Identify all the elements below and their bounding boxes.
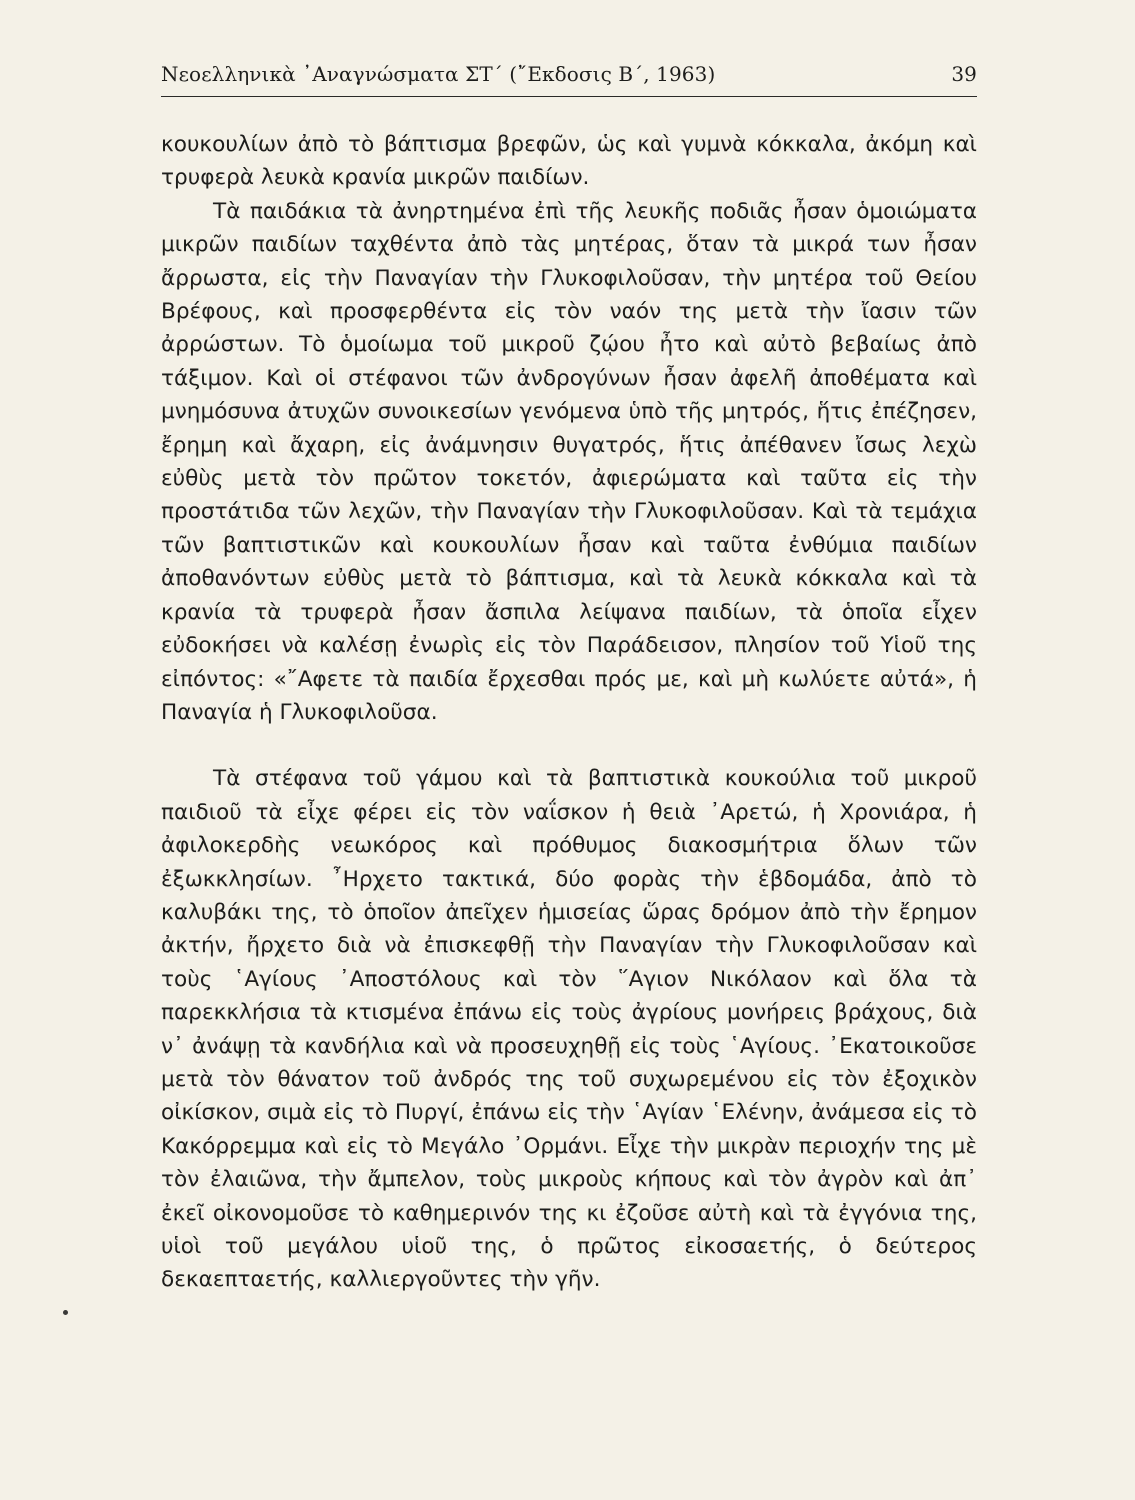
paragraph-continuation: κουκουλίων ἀπὸ τὸ βάπτισμα βρεφῶν, ὡς καὶ γυμνὰ κόκκαλα, ἀκόμη καὶ τρυφερὰ λευκὰ κρανία μικρῶν παιδίων. bbox=[161, 132, 977, 191]
body-text bbox=[161, 128, 977, 1297]
running-header bbox=[161, 62, 977, 97]
header-title: Νεοελληνικὰ ᾿Αναγνώσματα ΣΤ΄ (῎Εκδοσις Β΄, 1963) bbox=[161, 62, 716, 86]
paragraph-aunt-areto: Τὰ στέφανα τοῦ γάμου καὶ τὰ βαπτιστικὰ κουκούλια τοῦ μικροῦ παιδιοῦ τὰ εἶχε φέρει εἰς τὸν ναΐσκον ἡ θειὰ ᾿Αρετώ, ἡ Χρονιάρα, ἡ ἀφιλοκερδὴς νεωκόρος καὶ πρόθυμος διακοσμήτρια ὅλων τῶν ἐξωκκλησίων. ῏Ηρχετο τακτικά, δύο φορὰς τὴν ἑβδομάδα, ἀπὸ τὸ καλυβάκι της, τὸ ὁποῖον ἀπεῖχεν ἡμισείας ὥρας δρόμον ἀπὸ τὴν ἔρημον ἀκτήν, ἤρχετο διὰ νὰ ἐπισκεφθῇ τὴν Παναγίαν τὴν Γλυκοφιλοῦσαν καὶ τοὺς ῾Αγίους ᾿Αποστόλους καὶ τὸν ῞Αγιον Νικόλαον καὶ ὅλα τὰ παρεκκλήσια τὰ κτισμένα ἐπάνω εἰς τοὺς ἀγρίους μονήρεις βράχους, διὰ ν᾿ ἀνάψῃ τὰ κανδήλια καὶ νὰ προσευχηθῇ εἰς τοὺς ῾Αγίους. ᾿Εκατοικοῦσε μετὰ τὸν θάνατον τοῦ ἀνδρός της τοῦ συχωρεμένου εἰς τὸν ἐξοχικὸν οἰκίσκον, σιμὰ εἰς τὸ Πυργί, ἐπάνω εἰς τὴν ῾Αγίαν ῾Ελένην, ἀνάμεσα εἰς τὸ Κακόρρεμμα καὶ εἰς τὸ Μεγάλο ᾿Ορμάνι. Εἶχε τὴν μικρὰν περιοχήν της μὲ τὸν ἐλαιῶνα, τὴν ἄμπελον, τοὺς μικροὺς κήπους καὶ τὸν ἀγρὸν καὶ ἀπ᾿ ἐκεῖ οἰκονομοῦσε τὸ καθημερινόν της κι ἐζοῦσε αὐτὴ καὶ τὰ ἐγγόνια της, υἱοὶ τοῦ μεγάλου υἱοῦ της, ὁ πρῶτος εἰκοσαετής, ὁ δεύτερος δεκαεπταετής, καλλιεργοῦντες τὴν γῆν. bbox=[161, 766, 977, 1293]
paragraph-votive-offerings: Τὰ παιδάκια τὰ ἀνηρτημένα ἐπὶ τῆς λευκῆς ποδιᾶς ἦσαν ὁμοιώματα μικρῶν παιδίων ταχθέντα ἀπὸ τὰς μητέρας, ὅταν τὰ μικρά των ἦσαν ἄρρωστα, εἰς τὴν Παναγίαν τὴν Γλυκοφιλοῦσαν, τὴν μητέρα τοῦ Θείου Βρέφους, καὶ προσφερθέντα εἰς τὸν ναόν της μετὰ τὴν ἴασιν τῶν ἀρρώστων. Τὸ ὁμοίωμα τοῦ μικροῦ ζῴου ἦτο καὶ αὐτὸ βεβαίως ἀπὸ τάξιμον. Καὶ οἱ στέφανοι τῶν ἀνδρογύνων ἦσαν ἀφελῆ ἀποθέματα καὶ μνημόσυνα ἀτυχῶν συνοικεσίων γενόμενα ὑπὸ τῆς μητρός, ἥτις ἐπέζησεν, ἔρημη καὶ ἄχαρη, εἰς ἀνάμνησιν θυγατρός, ἥτις ἀπέθανεν ἴσως λεχὼ εὐθὺς μετὰ τὸν πρῶτον τοκετόν, ἀφιερώματα καὶ ταῦτα εἰς τὴν προστάτιδα τῶν λεχῶν, τὴν Παναγίαν τὴν Γλυκοφιλοῦσαν. Καὶ τὰ τεμάχια τῶν βαπτιστικῶν καὶ κουκουλίων ἦσαν καὶ ταῦτα ἐνθύμια παιδίων ἀποθανόντων εὐθὺς μετὰ τὸ βάπτισμα, καὶ τὰ λευκὰ κόκκαλα καὶ τὰ κρανία τὰ τρυφερὰ ἦσαν ἄσπιλα λείψανα παιδίων, τὰ ὁποῖα εἶχεν εὐδοκήσει νὰ καλέσῃ ἐνωρὶς εἰς τὸν Παράδεισον, πλησίον τοῦ Υἱοῦ της εἰπόντος: «῎Αφετε τὰ παιδία ἔρχεσθαι πρός με, καὶ μὴ κωλύετε αὐτά», ἡ Παναγία ἡ Γλυκοφιλοῦσα. bbox=[161, 198, 977, 725]
page-number: 39 bbox=[951, 62, 977, 86]
margin-mark bbox=[63, 1310, 68, 1315]
